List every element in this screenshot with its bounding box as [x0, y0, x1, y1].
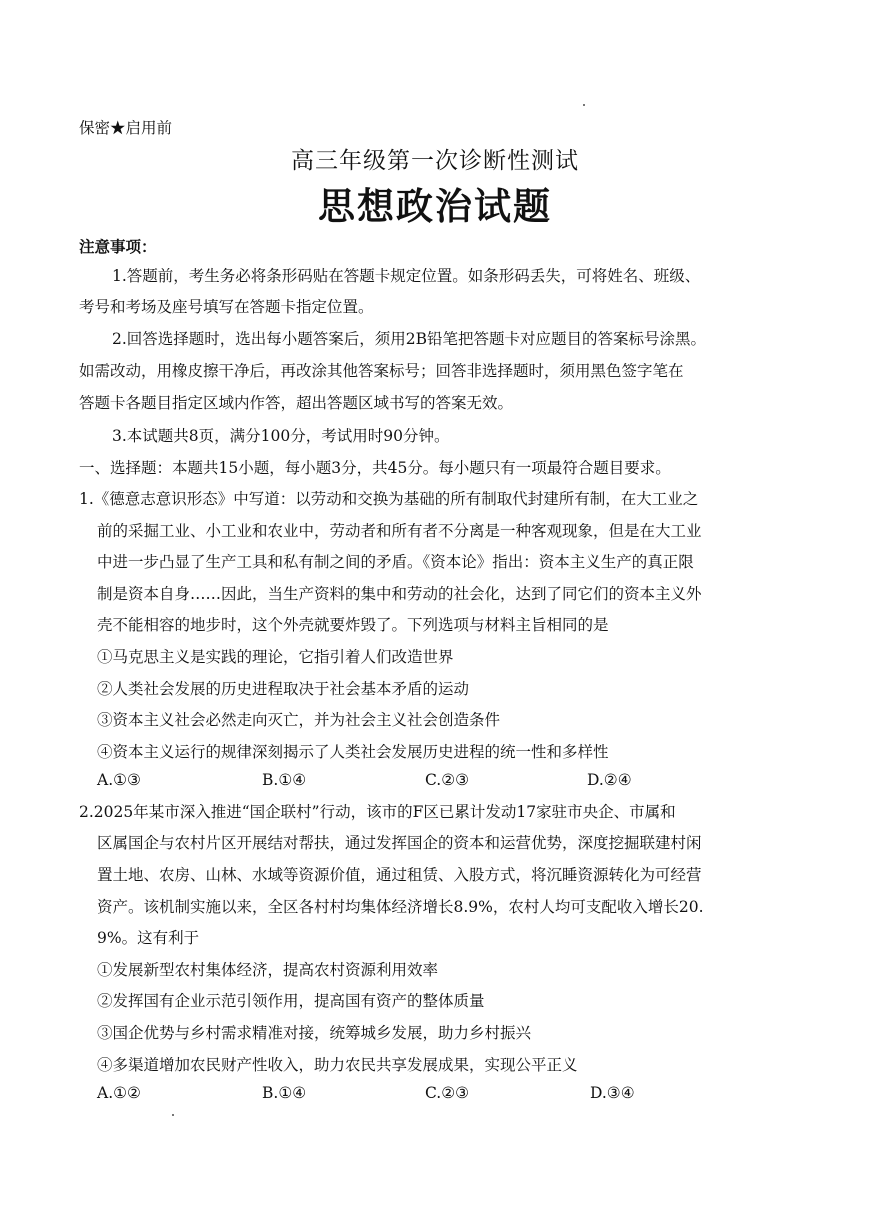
question-1-stem-line: 制是资本自身……因此，当生产资料的集中和劳动的社会化，达到了同它们的资本主义外 — [97, 585, 702, 603]
scan-speck — [583, 104, 585, 106]
question-1-stem-line: 1.《德意志意识形态》中写道：以劳动和交换为基础的所有制取代封建所有制，在大工业之 — [79, 490, 699, 508]
exam-title: 思想政治试题 — [318, 185, 552, 228]
question-2-stem-line: 置土地、农房、山林、水域等资源价值，通过租赁、入股方式，将沉睡资源转化为可经营 — [97, 866, 702, 884]
notice-line: 3.本试题共8页，满分100分，考试用时90分钟。 — [112, 427, 450, 445]
question-1-stem-line: 中进一步凸显了生产工具和私有制之间的矛盾。《资本论》指出：资本主义生产的真正限 — [97, 553, 694, 571]
notice-line: 2.回答选择题时，选出每小题答案后，须用2B铅笔把答题卡对应题目的答案标号涂黑。 — [112, 330, 707, 348]
question-2-choice-d: D.③④ — [590, 1084, 635, 1102]
question-1-stem-line: 前的采掘工业、小工业和农业中，劳动者和所有者不分离是一种客观现象，但是在大工业 — [97, 522, 702, 540]
question-2-stem-line: 9%。这有利于 — [97, 929, 200, 947]
question-1-choice-b: B.①④ — [262, 771, 307, 789]
question-2-statement: ①发展新型农村集体经济，提高农村资源利用效率 — [97, 961, 439, 979]
question-2-choice-c: C.②③ — [425, 1084, 470, 1102]
question-2-statement: ②发挥国有企业示范引领作用，提高国有资产的整体质量 — [97, 992, 485, 1010]
scan-speck — [172, 1114, 174, 1116]
question-2-stem-line: 资产。该机制实施以来，全区各村村均集体经济增长8.9%，农村人均可支配收入增长20. — [97, 898, 704, 916]
question-1-statement: ④资本主义运行的规律深刻揭示了人类社会发展历史进程的统一性和多样性 — [97, 743, 609, 761]
question-1-choice-a: A.①③ — [97, 771, 141, 789]
confidential-label: 保密★启用前 — [79, 119, 173, 137]
question-2-statement: ③国企优势与乡村需求精准对接，统筹城乡发展，助力乡村振兴 — [97, 1024, 532, 1042]
question-2-stem-line: 2.2025年某市深入推进“国企联村”行动，该市的F区已累计发动17家驻市央企、市属和 — [79, 803, 676, 821]
question-2-choice-b: B.①④ — [262, 1084, 307, 1102]
question-1-statement: ③资本主义社会必然走向灭亡，并为社会主义社会创造条件 — [97, 711, 501, 729]
question-2-statement: ④多渠道增加农民财产性收入，助力农民共享发展成果，实现公平正义 — [97, 1056, 578, 1074]
question-2-choice-a: A.①② — [97, 1084, 141, 1102]
question-1-choice-c: C.②③ — [425, 771, 470, 789]
question-1-stem-line: 壳不能相容的地步时，这个外壳就要炸毁了。下列选项与材料主旨相同的是 — [97, 616, 609, 634]
question-2-stem-line: 区属国企与农村片区开展结对帮扶，通过发挥国企的资本和运营优势，深度挖掘联建村闲 — [97, 834, 702, 852]
question-1-choice-d: D.②④ — [587, 771, 632, 789]
section-heading: 一、选择题：本题共15小题，每小题3分，共45分。每小题只有一项最符合题目要求。 — [79, 459, 671, 477]
notice-line: 如需改动，用橡皮擦干净后，再改涂其他答案标号；回答非选择题时，须用黑色签字笔在 — [79, 362, 684, 380]
notice-line: 1.答题前，考生务必将条形码贴在答题卡规定位置。如条形码丢失，可将姓名、班级、 — [112, 267, 701, 285]
question-1-statement: ②人类社会发展的历史进程取决于社会基本矛盾的运动 — [97, 680, 470, 698]
notice-line: 考号和考场及座号填写在答题卡指定位置。 — [79, 298, 374, 316]
exam-subtitle: 高三年级第一次诊断性测试 — [291, 148, 579, 174]
notice-heading: 注意事项： — [79, 238, 157, 256]
question-1-statement: ①马克思主义是实践的理论，它指引着人们改造世界 — [97, 648, 454, 666]
notice-line: 答题卡各题目指定区域内作答，超出答题区域书写的答案无效。 — [79, 394, 514, 412]
